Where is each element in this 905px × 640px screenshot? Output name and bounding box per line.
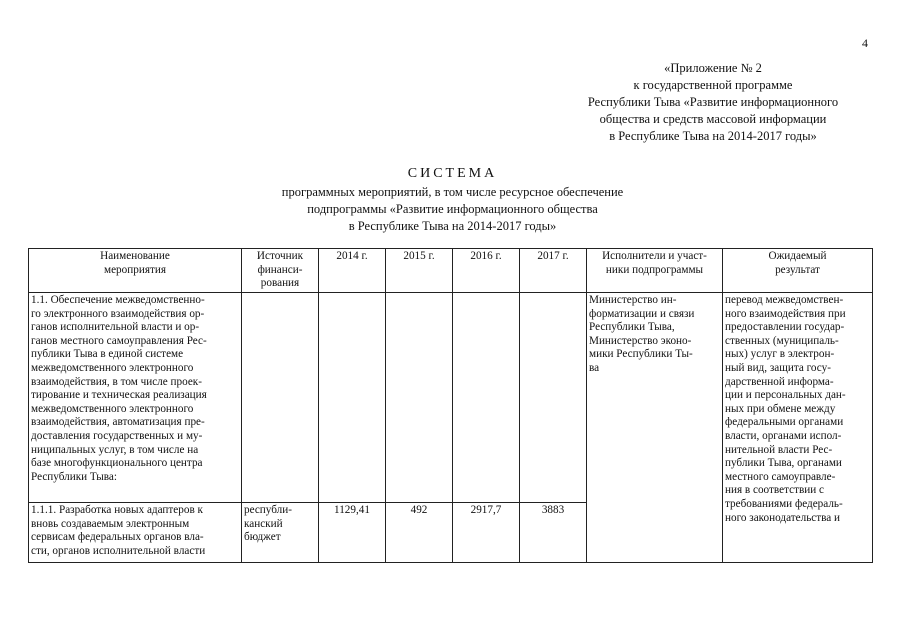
program-activities-table — [28, 248, 873, 563]
funding-source-cell — [242, 293, 319, 503]
appendix-line: Республики Тыва «Развитие информационного — [587, 95, 839, 109]
appendix-header — [548, 60, 878, 145]
header-2014: 2014 г. — [319, 249, 386, 293]
value-2016-cell: 2917,7 — [453, 503, 520, 563]
appendix-line: в Республике Тыва на 2014-2017 годы» — [609, 129, 817, 143]
value-2017-cell — [520, 293, 587, 503]
subtitle-line: в Республике Тыва на 2014-2017 годы» — [348, 219, 557, 233]
value-2015-cell: 492 — [386, 503, 453, 563]
activity-name-cell: 1.1. Обеспечение межведомственно- го электронного взаимодействия ор- ганов исполнительной власти и ор- ганов местного самоуправления Рес- публики Тыва в единой системе межведомственного электронного взаимодействия, в том числе проек- тирование и техническая реализация межведомственного электронного взаимодействия, автоматизация пре- доставления государственных и му- ниципальных услуг, в том числе на базе многофункционального центра Республики Тыва: — [29, 293, 242, 503]
header-result: Ожидаемый результат — [723, 249, 873, 293]
header-2017: 2017 г. — [520, 249, 587, 293]
value-2014-cell — [319, 293, 386, 503]
header-2015: 2015 г. — [386, 249, 453, 293]
appendix-line: общества и средств массовой информации — [599, 112, 827, 126]
value-2016-cell — [453, 293, 520, 503]
appendix-line: к государственной программе — [633, 78, 793, 92]
header-2016: 2016 г. — [453, 249, 520, 293]
document-title: СИСТЕМА — [407, 166, 498, 181]
value-2015-cell — [386, 293, 453, 503]
expected-result-cell: перевод межведомствен- ного взаимодействия при предоставлении государ- ственных (муниципаль- ных) услуг в электрон- ный вид, защита госу- дарственной информа- ции и персональных дан- ных при обмене между федеральными органами власти, органами испол- нительной власти Рес- публики Тыва, органами местного самоуправле- ния в соответствии с требованиями федераль- ного законодательства и — [723, 293, 873, 563]
header-executors: Исполнители и участ- ники подпрограммы — [587, 249, 723, 293]
funding-source-cell: республи- канский бюджет — [242, 503, 319, 563]
value-2014-cell: 1129,41 — [319, 503, 386, 563]
subtitle-line: программных мероприятий, в том числе ресурсное обеспечение — [281, 185, 624, 199]
subtitle-line: подпрограммы «Развитие информационного общества — [307, 202, 598, 216]
appendix-line: «Приложение № 2 — [664, 61, 762, 75]
table-header-row — [29, 249, 873, 293]
document-subtitle — [0, 184, 905, 235]
activity-name-cell: 1.1.1. Разработка новых адаптеров к вновь создаваемым электронным сервисам федеральных органов вла- сти, органов исполнительной власти — [29, 503, 242, 563]
page-number: 4 — [862, 36, 868, 50]
executors-cell: Министерство ин- форматизации и связи Республики Тыва, Министерство эконо- мики Республики Ты- ва — [587, 293, 723, 563]
header-name: Наименование мероприятия — [29, 249, 242, 293]
header-source: Источник финанси- рования — [242, 249, 319, 293]
table-row — [29, 293, 873, 503]
value-2017-cell: 3883 — [520, 503, 587, 563]
